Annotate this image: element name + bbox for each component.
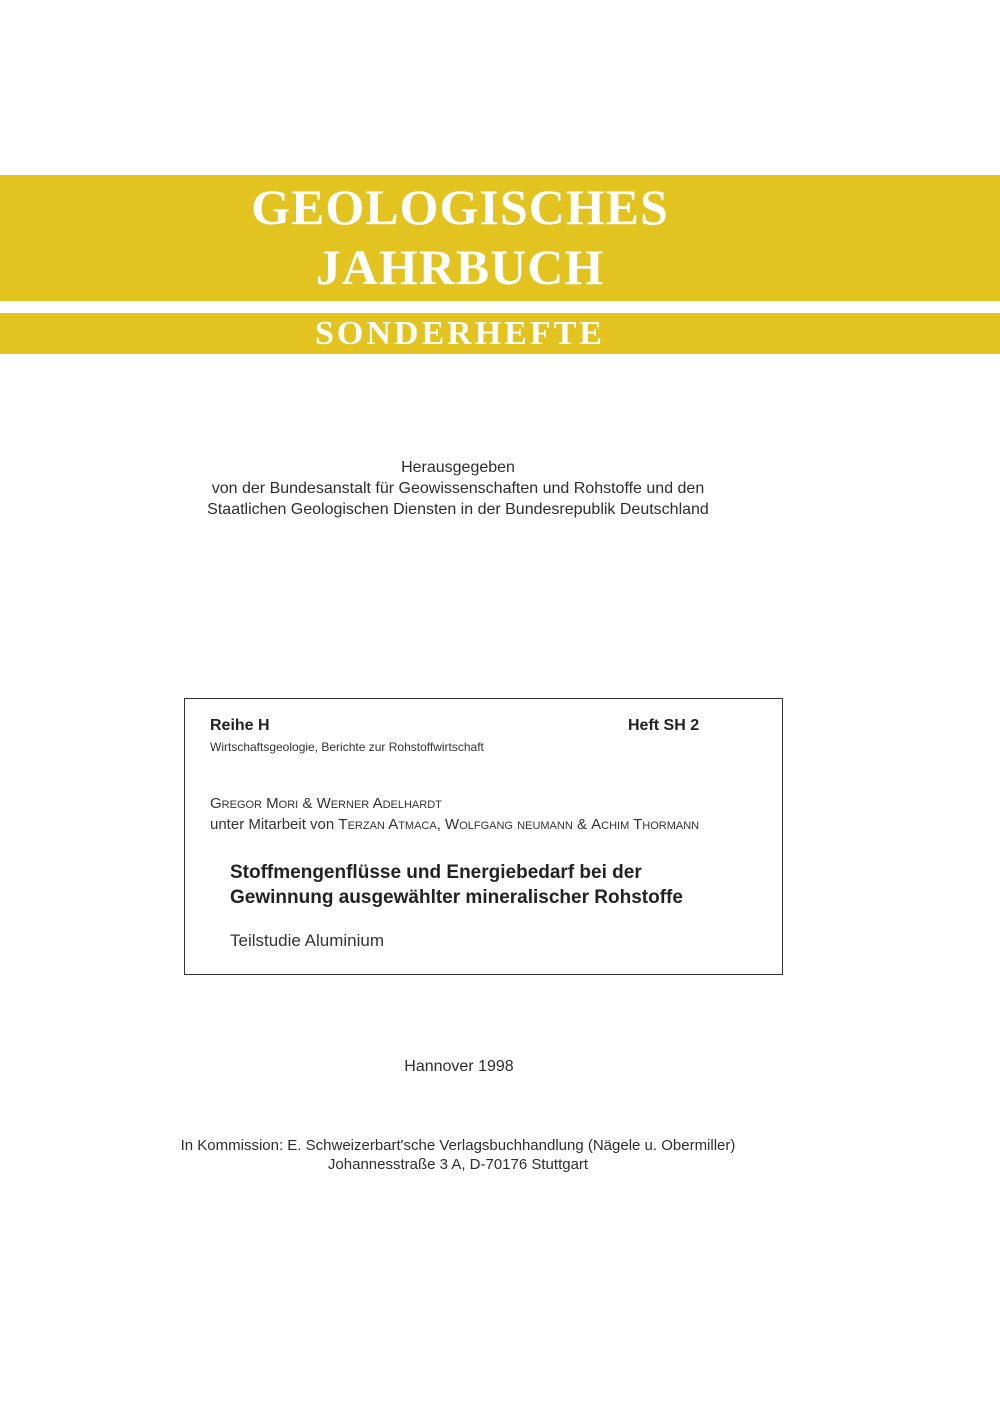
author-name: Gregor Mori bbox=[210, 795, 299, 812]
author-name: Werner Adelhardt bbox=[316, 795, 442, 812]
work-subtitle: Teilstudie Aluminium bbox=[230, 931, 385, 950]
collaborator-name: Achim Thormann bbox=[591, 816, 700, 833]
series-description: Wirtschaftsgeologie, Berichte zur Rohstoffwirtschaft bbox=[210, 740, 484, 754]
author-connector: & bbox=[298, 795, 317, 812]
work-title-line: Gewinnung ausgewählter mineralischer Rohstoffe bbox=[230, 887, 683, 908]
work-title bbox=[230, 860, 683, 910]
series-title-line1: GEOLOGISCHES bbox=[251, 179, 669, 235]
collaborator-connector: & bbox=[572, 816, 592, 833]
publisher-line: In Kommission: E. Schweizerbart'sche Verlagsbuchhandlung (Nägele u. Obermiller) bbox=[180, 1137, 736, 1154]
series-label: Reihe H bbox=[210, 717, 270, 734]
editor-statement bbox=[0, 457, 916, 520]
publication-info-box bbox=[184, 698, 783, 975]
main-authors bbox=[210, 793, 699, 814]
collaborator-connector: , bbox=[436, 816, 446, 833]
series-title-line2: JAHRBUCH bbox=[315, 239, 605, 295]
editor-line: Herausgegeben bbox=[401, 459, 515, 476]
editor-line: von der Bundesanstalt für Geowissenschaften und Rohstoffe und den bbox=[211, 480, 705, 497]
collaborator-name: Wolfgang neumann bbox=[445, 816, 573, 833]
collaborators-prefix: unter Mitarbeit von bbox=[210, 816, 339, 833]
publisher-imprint bbox=[0, 1136, 916, 1174]
series-subtitle: SONDERHEFTE bbox=[315, 315, 605, 352]
publisher-address: Johannesstraße 3 A, D-70176 Stuttgart bbox=[327, 1156, 589, 1173]
collaborators bbox=[210, 814, 699, 835]
editor-line: Staatlichen Geologischen Diensten in der Bundesrepublik Deutschland bbox=[207, 501, 709, 518]
collaborator-name: Terzan Atmaca bbox=[338, 816, 437, 833]
authors-block bbox=[210, 793, 699, 835]
issue-label: Heft SH 2 bbox=[628, 717, 700, 734]
work-title-line: Stoffmengenflüsse und Energiebedarf bei der bbox=[230, 862, 642, 883]
place-and-year: Hannover 1998 bbox=[404, 1058, 514, 1075]
